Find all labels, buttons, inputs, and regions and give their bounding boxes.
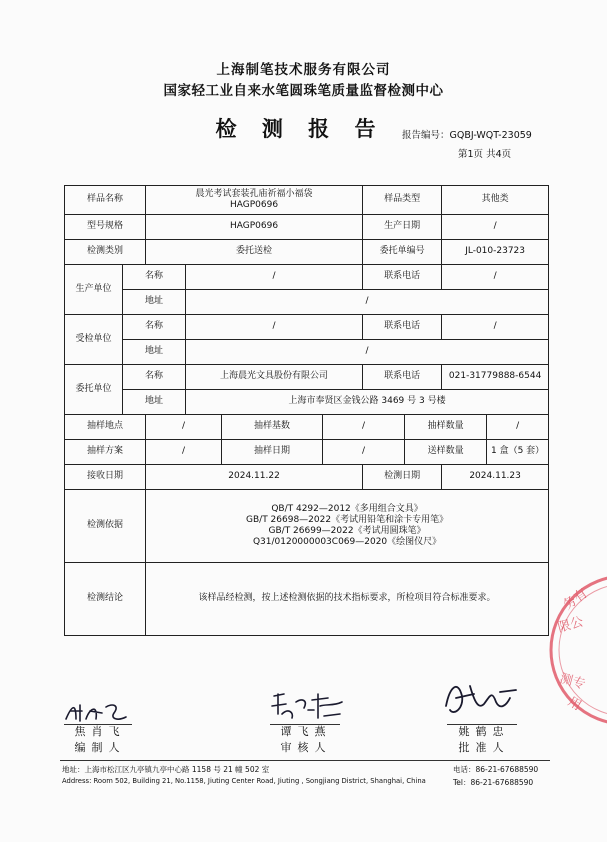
client-phone-label: 联系电话 bbox=[363, 365, 442, 390]
approver-signature bbox=[440, 676, 520, 720]
reviewer-role: 审核人 bbox=[280, 741, 332, 754]
inspected-name: / bbox=[186, 315, 363, 340]
sample-qty: 1 盒（5 套） bbox=[487, 440, 549, 465]
model-label: 型号规格 bbox=[65, 215, 146, 240]
sampling-place-label: 抽样地点 bbox=[65, 415, 146, 440]
order-no-label: 委托单编号 bbox=[363, 240, 442, 265]
compiler-name: 焦肖飞 bbox=[74, 725, 126, 738]
table-row bbox=[65, 240, 549, 265]
basis-item: GB/T 26699—2022《考试用圆珠笔》 bbox=[268, 526, 426, 536]
footer-address-cn: 地址：上海市松江区九亭镇九亭中心路 1158 号 21 幢 502 室 bbox=[62, 765, 270, 774]
sampling-plan-label: 抽样方案 bbox=[65, 440, 146, 465]
inspected-phone-label: 联系电话 bbox=[363, 315, 442, 340]
svg-text:用: 用 bbox=[565, 694, 584, 714]
sampling-plan: / bbox=[146, 440, 222, 465]
table-row bbox=[65, 215, 549, 240]
report-title: 检 测 报 告 bbox=[215, 117, 385, 141]
footer-phone: 电话：86-21-67688590 bbox=[453, 765, 539, 774]
report-number-value: GQBJ-WQT-23059 bbox=[449, 130, 532, 141]
sampling-qty: / bbox=[487, 415, 549, 440]
basis-list bbox=[146, 490, 549, 563]
model-value: HAGP0696 bbox=[146, 215, 363, 240]
reviewer-name: 谭飞燕 bbox=[280, 725, 332, 738]
basis-item: QB/T 4292—2012《多用组合文具》 bbox=[271, 503, 423, 514]
sample-type-label: 样品类型 bbox=[363, 186, 442, 215]
table-row bbox=[65, 465, 549, 490]
sample-name-cell bbox=[146, 186, 363, 215]
prod-date-value: / bbox=[442, 215, 549, 240]
producer-phone-label: 联系电话 bbox=[363, 265, 442, 290]
seal-stamp bbox=[545, 570, 607, 730]
producer-phone: / bbox=[442, 265, 549, 290]
test-type-value: 委托送检 bbox=[146, 240, 363, 265]
inspected-addr-label: 地址 bbox=[123, 340, 186, 365]
compiler-block bbox=[64, 724, 136, 756]
sample-type: 其他类 bbox=[442, 186, 549, 215]
footer-tel: Tel：86-21-67688590 bbox=[453, 778, 534, 787]
receive-date-label: 接收日期 bbox=[65, 465, 146, 490]
basis-item: GB/T 26698—2022《考试用铅笔和涂卡专用笔》 bbox=[246, 514, 449, 525]
table-row bbox=[65, 315, 549, 340]
approver-name: 姚鹤忠 bbox=[458, 725, 510, 738]
sample-code: HAGP0696 bbox=[230, 200, 279, 210]
svg-text:限公: 限公 bbox=[556, 614, 586, 636]
sampling-base: / bbox=[323, 415, 405, 440]
company-name: 上海制笔技术服务有限公司 bbox=[216, 62, 391, 78]
table-row bbox=[65, 563, 549, 636]
reviewer-block bbox=[270, 724, 342, 756]
compiler-signature bbox=[62, 697, 132, 727]
client-name: 上海晨光文具股份有限公司 bbox=[186, 365, 363, 390]
sample-qty-label: 送样数量 bbox=[405, 440, 487, 465]
sample-name-label: 样品名称 bbox=[65, 186, 146, 215]
footer-divider bbox=[60, 760, 550, 761]
table-row bbox=[65, 186, 549, 215]
report-number bbox=[402, 127, 532, 141]
table-row bbox=[65, 490, 549, 563]
sampling-place: / bbox=[146, 415, 222, 440]
table-row bbox=[65, 390, 549, 415]
table-row bbox=[65, 340, 549, 365]
inspected-label: 受检单位 bbox=[65, 315, 123, 365]
svg-text:测专: 测专 bbox=[557, 671, 587, 693]
page-info: 第1页 共4页 bbox=[458, 149, 512, 160]
compiler-role: 编制人 bbox=[74, 741, 126, 754]
receive-date: 2024.11.22 bbox=[146, 465, 363, 490]
reviewer-signature bbox=[268, 688, 348, 724]
basis-label: 检测依据 bbox=[65, 490, 146, 563]
basis-item: Q31/0120000003C069—2020《绘图仪尺》 bbox=[252, 537, 442, 548]
approver-block bbox=[448, 724, 520, 756]
table-row bbox=[65, 440, 549, 465]
approver-role: 批准人 bbox=[458, 741, 510, 754]
table-row bbox=[65, 290, 549, 315]
center-name: 国家轻工业自来水笔圆珠笔质量监督检测中心 bbox=[163, 83, 444, 99]
producer-addr: / bbox=[186, 290, 549, 315]
sampling-qty-label: 抽样数量 bbox=[405, 415, 487, 440]
inspected-addr: / bbox=[186, 340, 549, 365]
conclusion-text: 该样品经检测，按上述检测依据的技术指标要求，所检项目符合标准要求。 bbox=[146, 563, 549, 636]
order-no-value: JL-010-23723 bbox=[442, 240, 549, 265]
table-row bbox=[65, 415, 549, 440]
producer-label: 生产单位 bbox=[65, 265, 123, 315]
test-date-label: 检测日期 bbox=[363, 465, 442, 490]
client-name-label: 名称 bbox=[123, 365, 186, 390]
producer-name: / bbox=[186, 265, 363, 290]
test-date: 2024.11.23 bbox=[442, 465, 549, 490]
producer-name-label: 名称 bbox=[123, 265, 186, 290]
footer-address-en: Address: Room 502, Building 21, No.1158, Jiuting Center Road, Jiuting , Songjiang District, Shanghai, China bbox=[62, 777, 426, 785]
sampling-base-label: 抽样基数 bbox=[222, 415, 323, 440]
report-number-label: 报告编号： bbox=[402, 130, 450, 141]
client-phone: 021-31779888-6544 bbox=[442, 365, 549, 390]
table-row bbox=[65, 265, 549, 290]
prod-date-label: 生产日期 bbox=[363, 215, 442, 240]
producer-addr-label: 地址 bbox=[123, 290, 186, 315]
report-table bbox=[64, 185, 549, 636]
svg-text:务有: 务有 bbox=[560, 586, 591, 614]
client-addr: 上海市奉贤区金钱公路 3469 号 3 号楼 bbox=[186, 390, 549, 415]
sampling-date: / bbox=[323, 440, 405, 465]
sampling-date-label: 抽样日期 bbox=[222, 440, 323, 465]
sample-name: 晨光考试套装孔庙祈福小福袋 bbox=[195, 188, 313, 199]
client-addr-label: 地址 bbox=[123, 390, 186, 415]
inspected-name-label: 名称 bbox=[123, 315, 186, 340]
table-row bbox=[65, 365, 549, 390]
client-label: 委托单位 bbox=[65, 365, 123, 415]
inspected-phone: / bbox=[442, 315, 549, 340]
test-type-label: 检测类别 bbox=[65, 240, 146, 265]
conclusion-label: 检测结论 bbox=[65, 563, 146, 636]
